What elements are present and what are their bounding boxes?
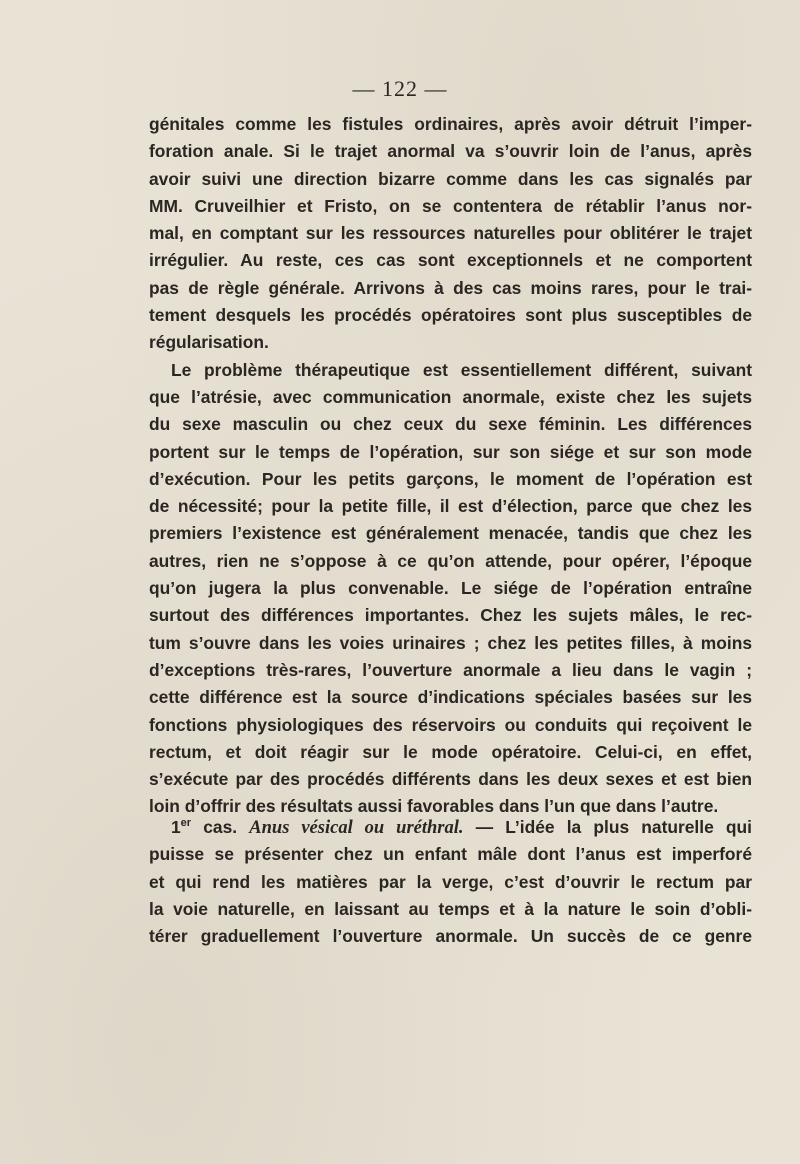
text-line: régularisation. xyxy=(149,332,269,353)
text-line: puisse se présenter chez un enfant mâle dont l’anus est imperforé xyxy=(149,844,752,865)
section-superscript: er xyxy=(180,817,192,829)
text-line: du sexe masculin ou chez ceux du sexe féminin. Les différences xyxy=(149,414,752,435)
section-title: Anus vésical ou uréthral. xyxy=(249,818,464,838)
text-line: surtout des différences importantes. Chez les sujets mâles, le rec- xyxy=(149,605,752,626)
text-line: foration anale. Si le trajet anormal va s’ouvrir loin de l’anus, après xyxy=(149,141,752,162)
text-line: pas de règle générale. Arrivons à des cas moins rares, pour le trai- xyxy=(149,277,752,298)
text-line: premiers l’existence est généralement menacée, tandis que chez les xyxy=(149,523,752,544)
page-number: — 122 — xyxy=(352,76,448,101)
text-line: irrégulier. Au reste, ces cas sont exceptionnels et ne comportent xyxy=(149,250,752,271)
section-dash: — xyxy=(475,817,494,837)
text-line: loin d’offrir des résultats aussi favorables dans l’un que dans l’autre. xyxy=(149,796,719,817)
text-line: MM. Cruveilhier et Fristo, on se contentera de rétablir l’anus nor- xyxy=(149,195,752,216)
text-line: térer graduellement l’ouverture anormale. Un succès de ce genre xyxy=(149,926,752,947)
text-line: s’exécute par des procédés différents dans les deux sexes et est bien xyxy=(149,769,752,790)
text-line: d’exceptions très-rares, l’ouverture anormale a lieu dans le vagin ; xyxy=(149,659,752,680)
text-line: qu’on jugera la plus convenable. Le siége de l’opération entraîne xyxy=(149,578,752,599)
text-line: que l’atrésie, avec communication anormale, existe chez les sujets xyxy=(149,386,752,407)
text-line: fonctions physiologiques des réservoirs ou conduits qui reçoivent le xyxy=(149,714,752,735)
text-line: tum s’ouvre dans les voies urinaires ; chez les petites filles, à moins xyxy=(149,632,752,653)
text-line: et qui rend les matières par la verge, c’est d’ouvrir le rectum par xyxy=(149,871,752,892)
text-line: tement desquels les procédés opératoires sont plus susceptibles de xyxy=(149,305,752,326)
text-line: la voie naturelle, en laissant au temps et à la nature le soin d’obli- xyxy=(149,898,752,919)
section-number: 1 xyxy=(171,817,181,837)
section-first-line-text: L’idée la plus naturelle qui xyxy=(505,817,752,837)
text-line: portent sur le temps de l’opération, sur son siége et sur son mode xyxy=(149,441,752,462)
section-case-1 xyxy=(149,814,752,950)
text-line: d’exécution. Pour les petits garçons, le moment de l’opération est xyxy=(149,468,752,489)
text-line: mal, en comptant sur les ressources naturelles pour oblitérer le trajet xyxy=(149,223,752,244)
body-text xyxy=(149,111,752,821)
text-line: Le problème thérapeutique est essentiellement différent, suivant xyxy=(171,359,752,380)
section-heading-line xyxy=(149,814,752,841)
text-line: génitales comme les fistules ordinaires, après avoir détruit l’imper- xyxy=(149,114,752,134)
text-line: cette différence est la source d’indications spéciales basées sur les xyxy=(149,687,752,708)
text-line: de nécessité; pour la petite fille, il est d’élection, parce que chez les xyxy=(149,496,752,517)
text-line: avoir suivi une direction bizarre comme dans les cas signalés par xyxy=(149,168,752,189)
text-line: autres, rien ne s’oppose à ce qu’on attende, pour opérer, l’époque xyxy=(149,550,752,571)
text-line: rectum, et doit réagir sur le mode opératoire. Celui-ci, en effet, xyxy=(149,741,752,762)
section-case-label: cas. xyxy=(203,817,238,837)
